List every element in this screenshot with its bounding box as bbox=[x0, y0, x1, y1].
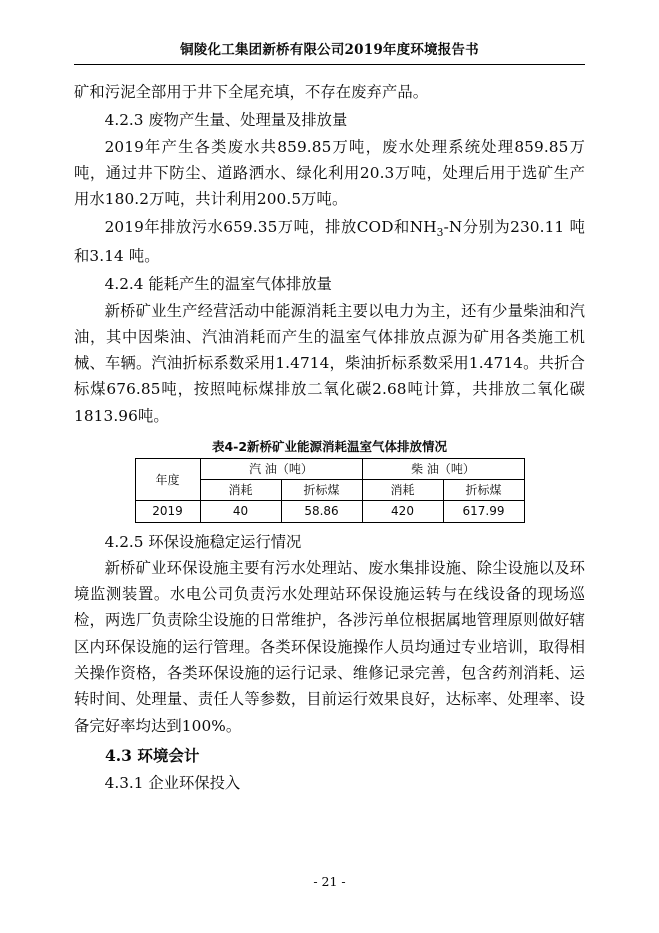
header-divider bbox=[74, 64, 585, 65]
paragraph-wastewater-2 bbox=[74, 214, 585, 269]
wastewater-2-part-c: -N分别为230.11 吨和3.14 吨。 bbox=[74, 218, 585, 265]
heading-4-2-5: 4.2.5 环保设施稳定运行情况 bbox=[104, 532, 302, 551]
heading-4-3: 4.3 环境会计 bbox=[105, 745, 200, 765]
table-header-gasoline-consumption: 消耗 bbox=[200, 480, 281, 501]
table-header-diesel-coal-equivalent: 折标煤 bbox=[443, 480, 524, 501]
table-wrapper bbox=[74, 458, 585, 523]
heading-4-2-4: 4.2.4 能耗产生的温室气体排放量 bbox=[104, 275, 332, 294]
table-header-year: 年度 bbox=[135, 459, 200, 501]
paragraph-environmental-facilities: 新桥矿业环保设施主要有污水处理站、废水集排设施、除尘设施以及环境监测装置。水电公司负责污水处理站环保设施运转与在线设备的现场巡检，两选厂负责除尘设施的日常维护，各涉污单位根据属地管理原则做好辖区内环保设施的运行管理。各类环保设施操作人员均通过专业培训，取得相关操作资格，各类环保设施的运行记录、维修记录完善，包含药剂消耗、运转时间、处理量、责任人等参数，目前运行效果良好，达标率、处理率、设备完好率均达到100%。 bbox=[74, 558, 585, 735]
wastewater-2-subscript: 3 bbox=[436, 226, 444, 240]
table-cell-gasoline-consumption: 40 bbox=[200, 501, 281, 522]
table-header-row-1 bbox=[135, 459, 524, 480]
heading-4-2-3: 4.2.3 废物产生量、处理量及排放量 bbox=[104, 111, 348, 130]
table-header-diesel: 柴 油（吨） bbox=[362, 459, 524, 480]
paragraph-greenhouse-gas: 新桥矿业生产经营活动中能源消耗主要以电力为主，还有少量柴油和汽油，其中因柴油、汽油消耗而产生的温室气体排放点源为矿用各类施工机械、车辆。汽油折标系数采用1.4714，柴油折标系数采用1.4714。共折合标煤676.85吨，按照吨标煤排放二氧化碳2.68吨计算，共排放二氧化碳1813.96吨。 bbox=[74, 301, 585, 425]
table-header-gasoline-coal-equivalent: 折标煤 bbox=[281, 480, 362, 501]
table-cell-diesel-consumption: 420 bbox=[362, 501, 443, 522]
page-number: - 21 - bbox=[313, 874, 346, 889]
table-cell-gasoline-coal-equivalent: 58.86 bbox=[281, 501, 362, 522]
paragraph-wastewater-1: 2019年产生各类废水共859.85万吨，废水处理系统处理859.85万吨，通过井下防尘、道路洒水、绿化利用20.3万吨，处理后用于选矿生产用水180.2万吨，共计利用200.5万吨。 bbox=[74, 137, 585, 209]
page-header: 铜陵化工集团新桥有限公司2019年度环境报告书 bbox=[180, 42, 479, 58]
heading-4-3-1: 4.3.1 企业环保投入 bbox=[104, 774, 241, 793]
table-cell-year: 2019 bbox=[135, 501, 200, 522]
table-row bbox=[135, 501, 524, 522]
table-header-gasoline: 汽 油（吨） bbox=[200, 459, 362, 480]
paragraph-continued: 矿和污泥全部用于井下全尾充填，不存在废弃产品。 bbox=[74, 83, 429, 101]
table-header-diesel-consumption: 消耗 bbox=[362, 480, 443, 501]
table-cell-diesel-coal-equivalent: 617.99 bbox=[443, 501, 524, 522]
wastewater-2-part-a: 2019年排放污水659.35万吨，排放COD和NH bbox=[104, 218, 437, 237]
table-caption: 表4-2新桥矿业能源消耗温室气体排放情况 bbox=[211, 439, 448, 455]
energy-emissions-table bbox=[135, 458, 525, 523]
